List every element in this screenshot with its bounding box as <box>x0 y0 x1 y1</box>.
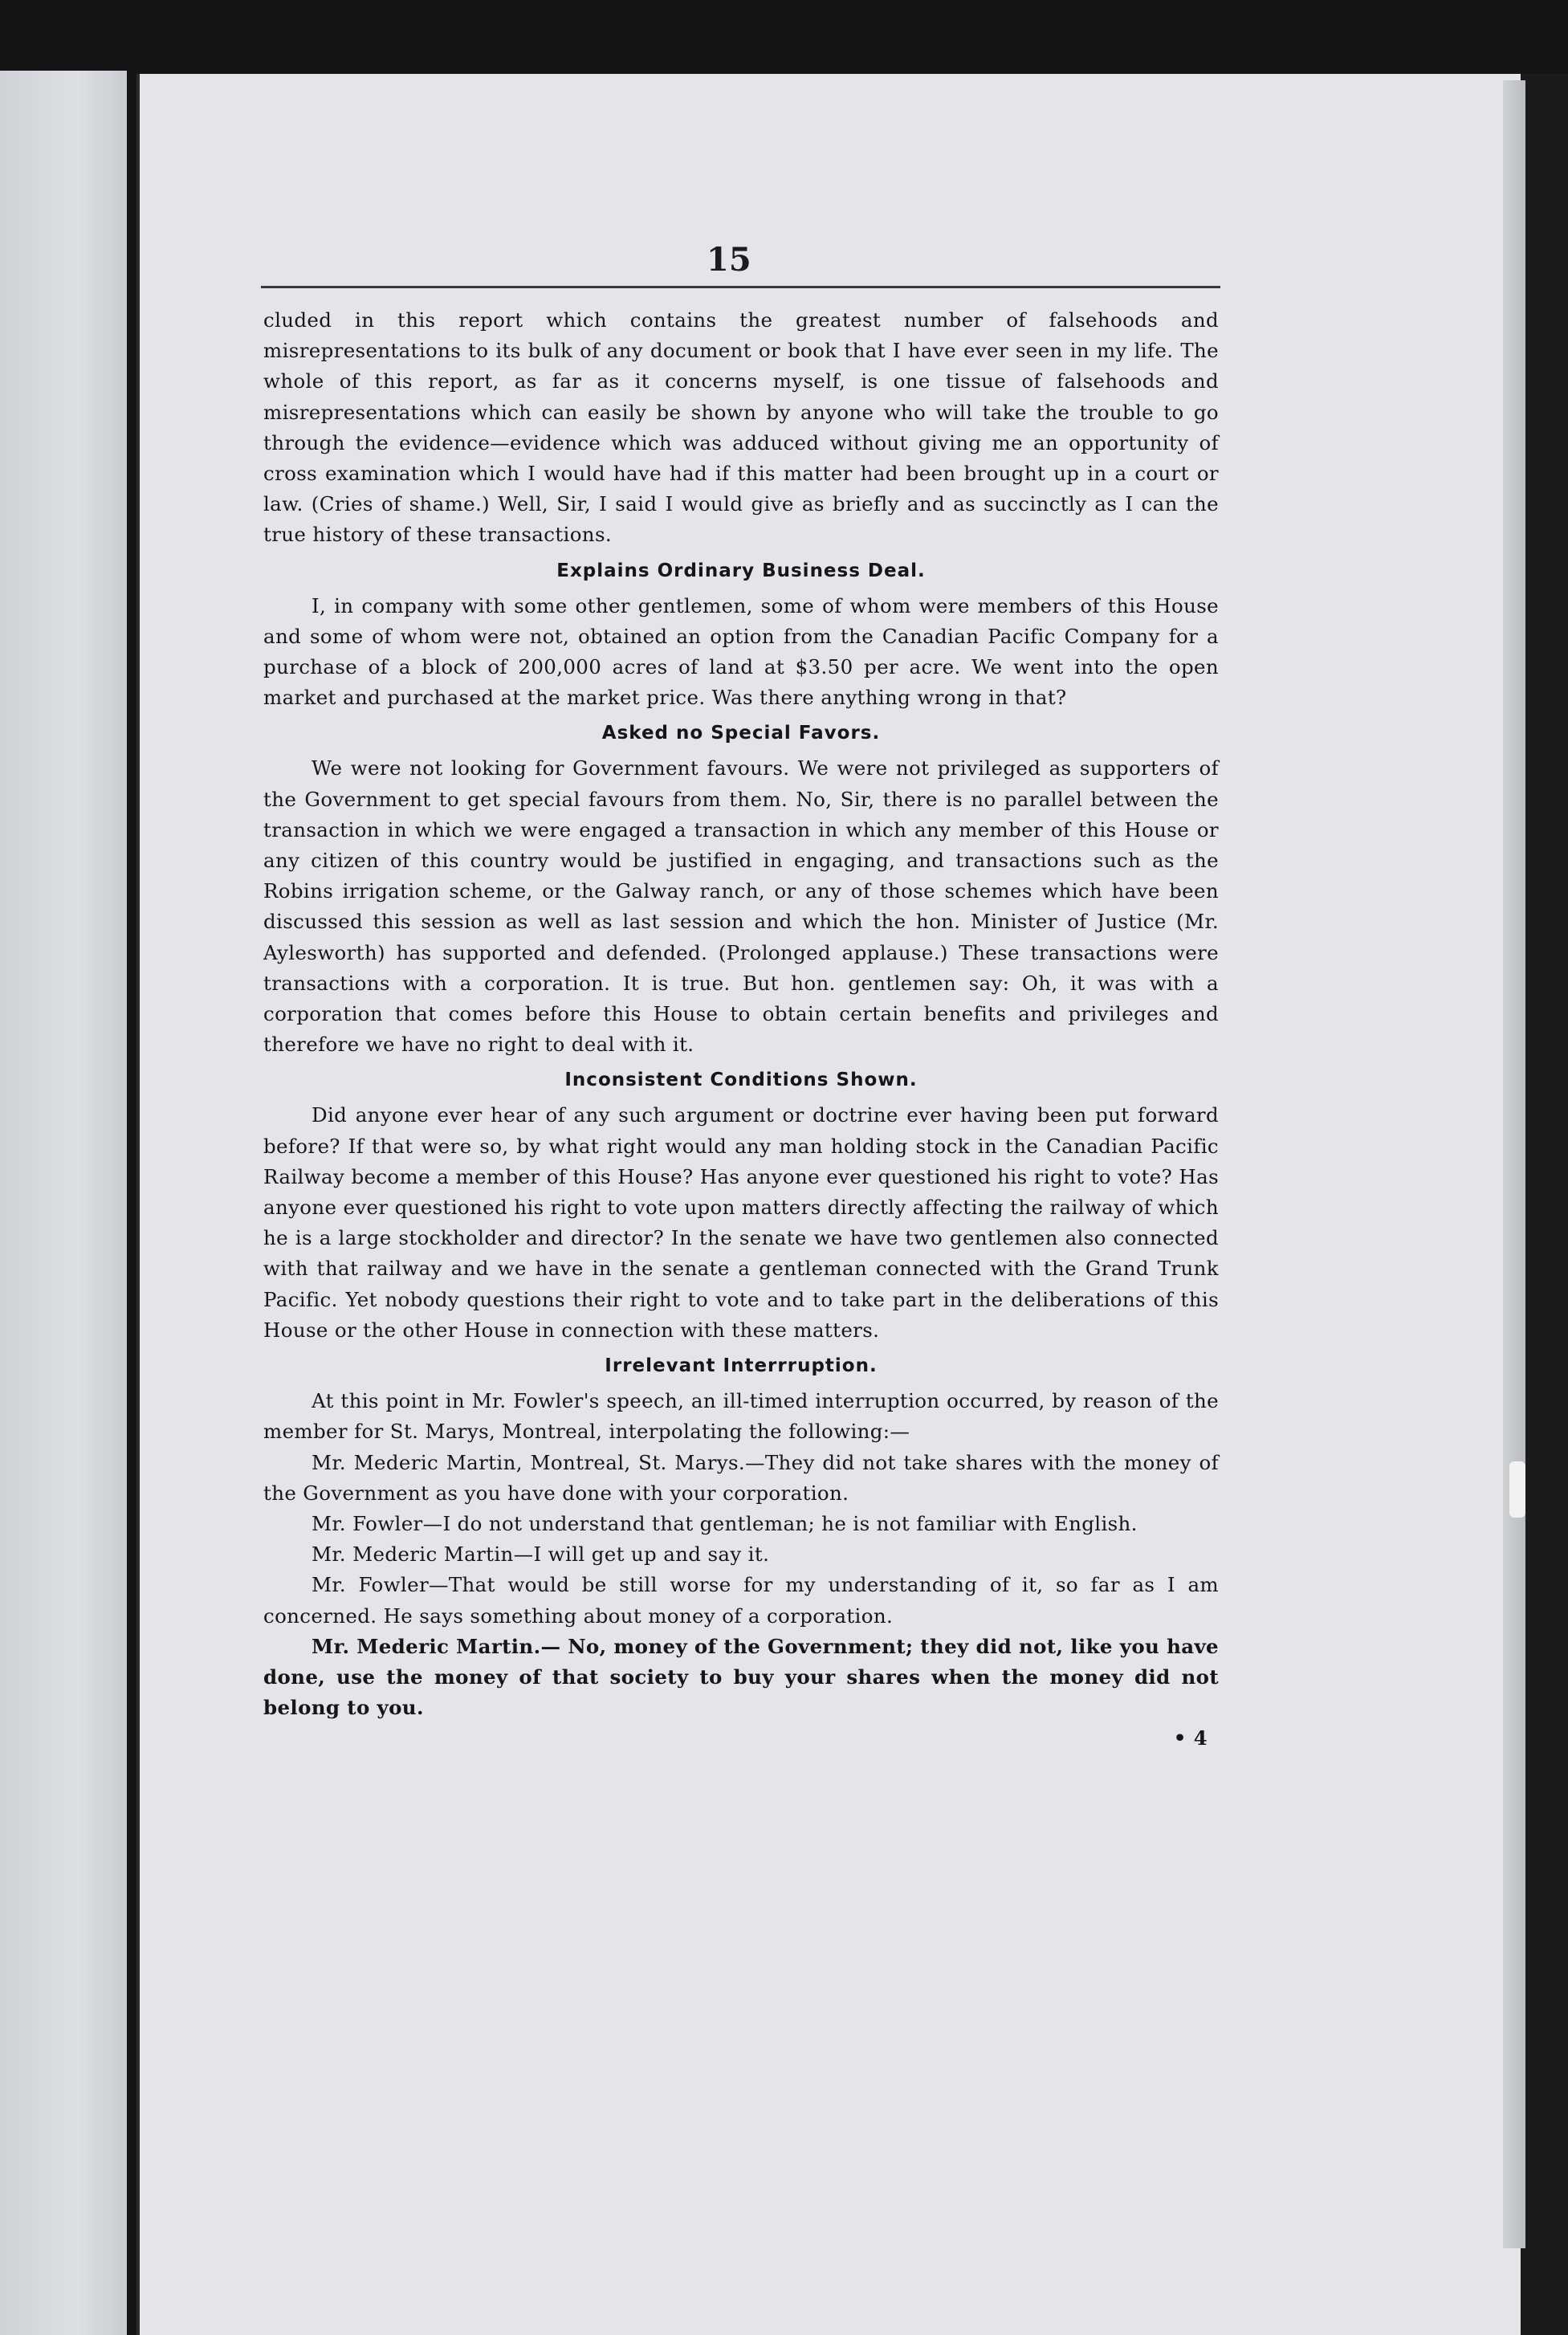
paragraph: Mr. Mederic Martin, Montreal, St. Marys.—They did not take shares with the money of the Government as you have done with your corporation. <box>263 1450 1219 1505</box>
section-heading: Asked no Special Favors. <box>601 723 881 744</box>
paragraph: Mr. Fowler—That would be still worse for my understanding of it, so far as I am concerned. He says something about money of a corporation. <box>263 1573 1219 1628</box>
section-heading: Explains Ordinary Business Deal. <box>556 560 926 581</box>
paragraph: cluded in this report which contains the greatest number of falsehoods and misrepresentations to its bulk of any document or book that I have ever seen in my life. The whole of this report, as far as it concerns myself, is one tissue of falsehoods and misrepresentations which can easily be shown by anyone who will take the trouble to go through the evidence—evidence which was adduced without giving me an opportunity of cross examination which I would have had if this matter had been brought up in a court or law. (Cries of shame.) Well, Sir, I said I would give as briefly and as succinctly as I can the true history of these transactions. <box>263 308 1219 547</box>
paragraph: At this point in Mr. Fowler's speech, an ill-timed interruption occurred, by reason of the member for St. Marys, Montreal, interpolating the following:— <box>263 1389 1219 1444</box>
paragraph: We were not looking for Government favours. We were not privileged as supporters of the Government to get special favours from them. No, Sir, there is no parallel between the transaction in which we were engaged a transaction in which any member of this House or any citizen of this country would be justified in engaging, and transactions such as the Robins irrigation scheme, or the Galway ranch, or any of those schemes which have been discussed this session as well as last session and which the hon. Minister of Justice (Mr. Aylesworth) has supported and defended. (Prolonged applause.) These transactions were transactions with a corporation. It is true. But hon. gentlemen say: Oh, it was with a corporation that comes before this House to obtain certain benefits and privileges and therefore we have no right to deal with it. <box>263 756 1219 1057</box>
facing-page-edge <box>0 71 127 2335</box>
page-edge-shadow <box>1503 80 1525 2248</box>
scanner-right-band <box>1525 74 1568 2335</box>
paragraph: I, in company with some other gentlemen, some of whom were members of this House and some of whom were not, obtained an option from the Canadian Pacific Company for a purchase of a block of 200,000 acres of land at $3.50 per acre. We went into the open market and purchased at the market price. Was there anything wrong in that? <box>263 593 1219 710</box>
page-number: 15 <box>707 241 751 279</box>
page-edge-tab <box>1509 1461 1525 1518</box>
paragraph: Mr. Mederic Martin—I will get up and say it. <box>312 1542 770 1567</box>
section-heading: Inconsistent Conditions Shown. <box>564 1070 918 1091</box>
page-body-text <box>263 305 1219 1754</box>
paragraph: Mr. Mederic Martin.— No, money of the Government; they did not, like you have done, use the money of that society to buy your shares when the money did not belong to you. <box>263 1634 1219 1720</box>
book-gutter <box>127 71 136 2335</box>
scanner-top-band <box>0 0 1568 74</box>
paragraph: Did anyone ever hear of any such argument or doctrine ever having been put forward before? If that were so, by what right would any man holding stock in the Canadian Pacific Railway become a member of this House? Has anyone ever questioned his right to vote? Has anyone ever questioned his right to vote upon matters directly affecting the railway of which he is a large stockholder and director? In the senate we have two gentlemen also connected with that railway and we have in the senate a gentleman connected with the Grand Trunk Pacific. Yet nobody questions their right to vote and to take part in the deliberations of this House or the other House in connection with these matters. <box>263 1103 1219 1342</box>
section-heading: Irrelevant Interrruption. <box>605 1355 878 1377</box>
paragraph: Mr. Fowler—I do not understand that gentleman; he is not familiar with English. <box>312 1511 1138 1535</box>
page-end-line <box>263 1723 1219 1754</box>
page-end-mark: • 4 <box>1173 1726 1208 1750</box>
header-rule <box>261 286 1220 288</box>
